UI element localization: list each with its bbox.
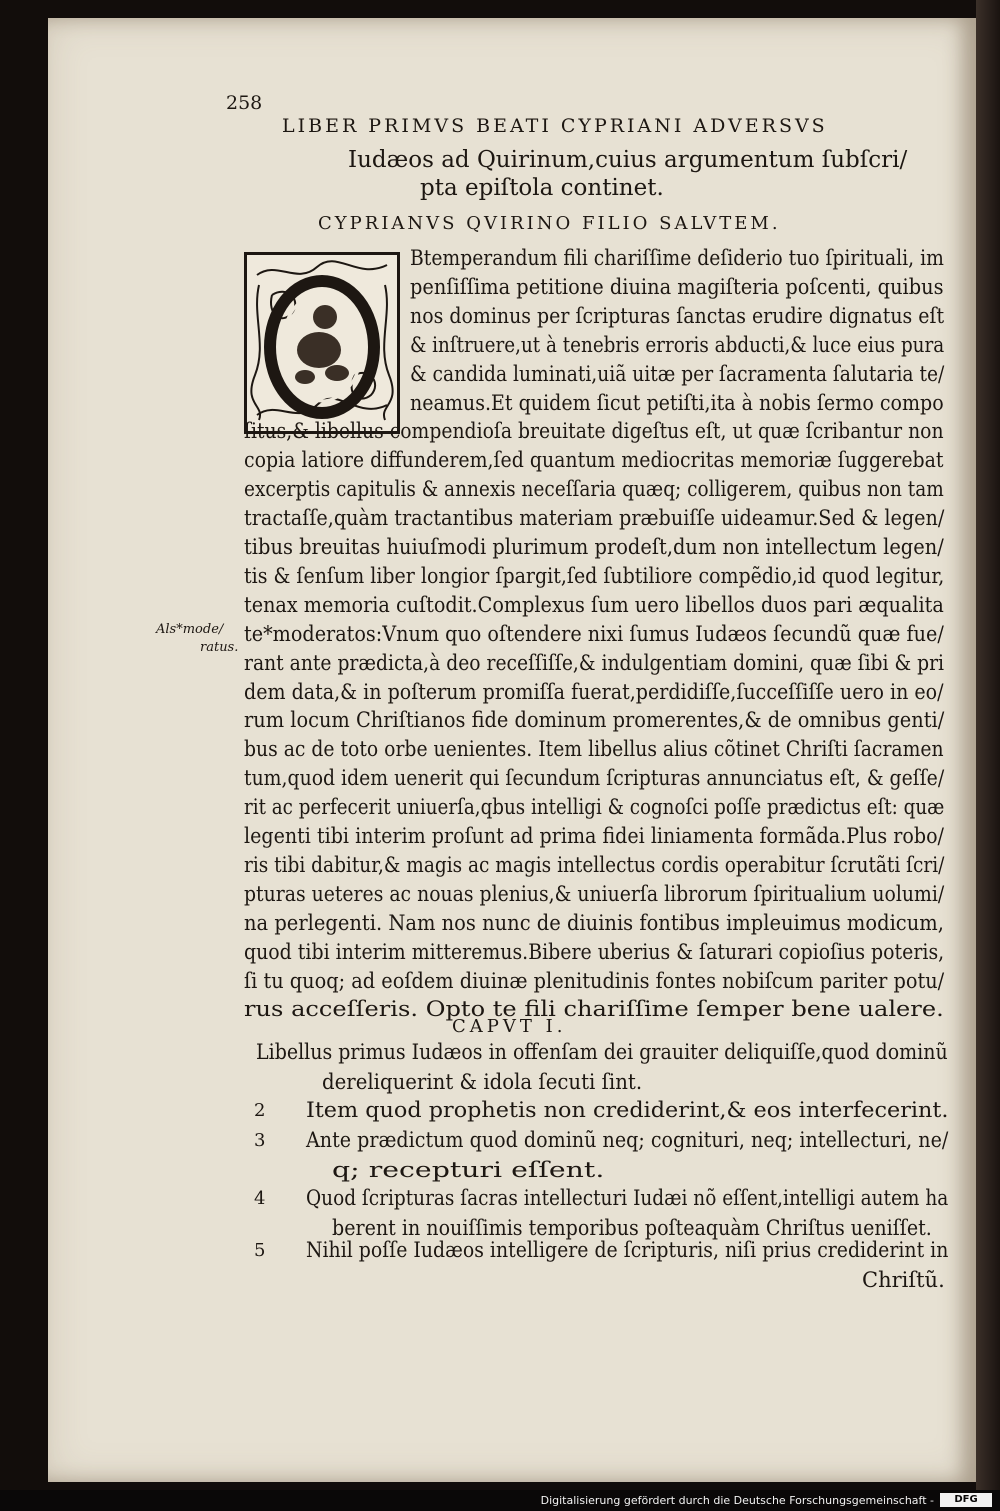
- salutation-heading: CYPRIANVS QVIRINO FILIO SALVTEM.: [318, 213, 781, 234]
- chapter-item-line: Nihil poſſe Iudæos intelligere de ſcripturis, niſi prius crediderint in: [306, 1238, 949, 1262]
- body-line: rant ante prædicta,à deo receſſiſſe,& indulgentiam domini, quæ ſibi & pri: [244, 650, 945, 675]
- body-line: tibus breuitas huiuſmodi plurimum prodeſt,dum non intellectum legen/: [244, 535, 944, 559]
- body-line: legenti tibi interim proſunt ad prima fidei liniamenta formãda.Plus robo/: [244, 824, 944, 848]
- body-line: tractaſſe,quàm tractantibus materiam præbuiſſe uideamur.Sed & legen/: [244, 506, 945, 531]
- dfg-logo: DFG: [940, 1493, 992, 1507]
- body-line: excerptis capitulis & annexis neceſſaria quæq; colligerem, quibus non tam: [244, 477, 944, 502]
- chapter-item-number: 5: [254, 1240, 266, 1261]
- body-line: & inſtruere,ut à tenebris erroris abducti,& luce eius pura: [410, 332, 945, 357]
- page-number: 258: [226, 92, 263, 114]
- chapter-item-number: 4: [254, 1188, 266, 1209]
- body-line: rum locum Chriſtianos fide dominum promerentes,& de omnibus genti/: [244, 708, 945, 733]
- heading-line-2: Iudæos ad Quirinum,cuius argumentum ſubſcri/: [348, 147, 908, 173]
- body-line: ſi tu quoq; ad eoſdem diuinæ plenitudinis fontes nobiſcum pariter potu/: [244, 968, 945, 993]
- body-line: ris tibi dabitur,& magis ac magis intellectus cordis operabitur ſcrutãti ſcri/: [244, 852, 945, 877]
- chapter-item-line: Item quod prophetis non crediderint,& eos interfecerint.: [306, 1098, 949, 1122]
- chapter-item-number: 3: [254, 1130, 266, 1151]
- chapter-item-number: 2: [254, 1100, 266, 1121]
- body-line: neamus.Et quidem ſicut petiſti,ita à nobis ſermo compo: [410, 390, 944, 415]
- body-line: ſitus,& libellus compendioſa breuitate digeſtus eſt, ut quæ ſcribantur non: [244, 419, 944, 444]
- decorated-initial: [244, 252, 400, 434]
- body-line: tenax memoria cuſtodit.Complexus ſum uero libellos duos pari æqualita: [244, 592, 944, 617]
- footer-credit: Digitalisierung gefördert durch die Deutsche Forschungsgemeinschaft -: [540, 1494, 934, 1507]
- chapter-item-line: Quod ſcripturas ſacras intellecturi Iudæi nõ eſſent,intelligi autem ha: [306, 1186, 949, 1210]
- body-line: tis & ſenſum liber longior ſpargit,ſed ſubtiliore compẽdio,id quod legitur,: [244, 563, 945, 588]
- body-line: tum,quod idem uenerit qui ſecundum ſcripturas annunciatus eſt, & geſſe/: [244, 766, 945, 791]
- body-line: quod tibi interim mitteremus.Bibere uberius & ſaturari copioſius poteris,: [244, 939, 945, 964]
- body-line: rit ac perfecerit uniuerſa,qbus intelligi & cognoſci poſſe prædictus eſt: quæ: [244, 795, 945, 820]
- chapter-item-line: Libellus primus Iudæos in offenſam dei grauiter deliquiſſe,quod dominũ: [256, 1040, 948, 1064]
- body-line: na perlegenti. Nam nos nunc de diuinis fontibus impleuimus modicum,: [244, 910, 944, 935]
- body-line: dem data,& in poſterum promiſſa fuerat,perdidiſſe,ſucceſſiſſe uero in eo/: [244, 679, 944, 704]
- chapter-item-line: q; recepturi eſſent.: [332, 1158, 605, 1182]
- footer-bar: [0, 1490, 1000, 1511]
- margin-note-line-2: ratus.: [200, 640, 239, 655]
- chapter-item-line: Chriſtũ.: [862, 1268, 945, 1292]
- body-line: rus acceſſeris. Opto te fili chariſſime ſemper bene ualere.: [244, 997, 944, 1022]
- body-line: penſiſſima petitione diuina magiſteria poſcenti, quibus: [410, 274, 944, 299]
- body-line: Btemperandum fili chariſſime deſiderio tuo ſpirituali, im: [410, 246, 944, 270]
- chapter-heading: CAPVT I.: [452, 1016, 567, 1037]
- margin-note-line-1: Als*mode/: [156, 622, 224, 637]
- body-line: nos dominus per ſcripturas ſanctas erudire dignatus eſt: [410, 303, 945, 328]
- chapter-item-line: berent in nouiſſimis temporibus poſteaquàm Chriſtus ueniſſet.: [332, 1216, 932, 1240]
- chapter-item-line: Ante prædictum quod dominũ neq; cognituri, neq; intellecturi, ne/: [306, 1128, 949, 1152]
- body-line: bus ac de toto orbe uenientes. Item libellus alius cõtinet Chriſti ſacramen: [244, 737, 944, 762]
- body-line: te*moderatos:Vnum quo oſtendere nixi ſumus Iudæos ſecundũ quæ fue/: [244, 621, 944, 646]
- page-edge: [976, 0, 1000, 1490]
- heading-line-3: pta epiſtola continet.: [420, 175, 664, 201]
- decorated-initial-icon: [247, 255, 397, 431]
- chapter-item-line: dereliquerint & idola ſecuti ſint.: [322, 1070, 643, 1094]
- body-line: pturas ueteres ac nouas plenius,& uniuerſa librorum ſpiritualium uolumi/: [244, 881, 945, 906]
- heading-line-1: LIBER PRIMVS BEATI CYPRIANI ADVERSVS: [282, 115, 828, 137]
- body-line: & candida luminati,uiã uitæ per ſacramenta ſalutaria te/: [410, 361, 945, 386]
- body-line: copia latiore diffunderem,ſed quantum mediocritas memoriæ ſuggerebat: [244, 448, 944, 473]
